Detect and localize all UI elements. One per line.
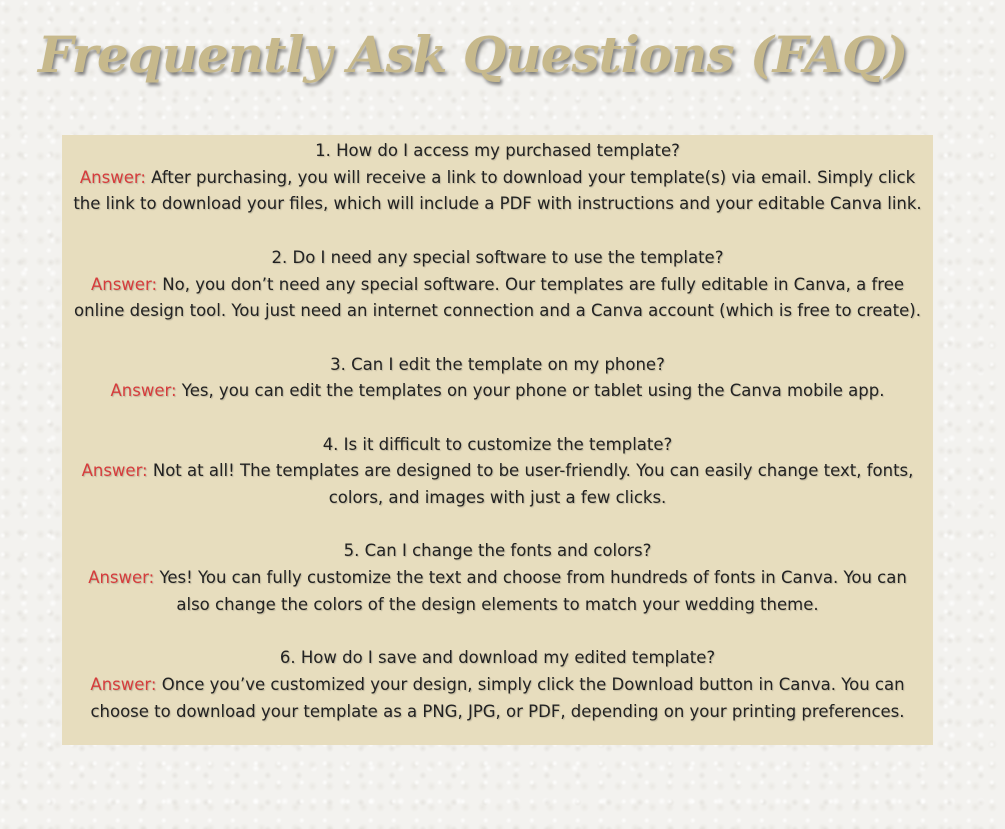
faq-answer-label: Answer: (81, 461, 148, 481)
faq-item-4 (70, 432, 925, 512)
faq-answer: No, you don’t need any special software. Our templates are fully editable in Canva, a free online design tool. You just need an internet connection and a Canva account (which is free to create). (74, 274, 921, 321)
faq-answer: Not at all! The templates are designed to be user-friendly. You can easily change text, fonts, colors, and images with just a few clicks. (147, 461, 914, 508)
faq-question: 5. Can I change the fonts and colors? (343, 541, 652, 561)
faq-item-6 (70, 645, 925, 725)
page-title: Frequently Ask Questions (FAQ) (38, 25, 908, 84)
faq-answer: Yes, you can edit the templates on your phone or tablet using the Canva mobile app. (176, 381, 885, 401)
faq-item-5 (70, 538, 925, 618)
faq-panel (62, 135, 933, 745)
faq-question: 3. Can I edit the template on my phone? (330, 354, 665, 374)
faq-answer: Once you’ve customized your design, simply click the Download button in Canva. You can choose to download your template as a PNG, JPG, or PDF, depending on your printing preferences. (90, 674, 905, 721)
faq-answer-label: Answer: (110, 381, 177, 401)
faq-answer: After purchasing, you will receive a link to download your template(s) via email. Simply click the link to download your files, which will include a PDF with instructions and your editable Canva link. (73, 167, 922, 214)
faq-question: 6. How do I save and download my edited template? (279, 648, 716, 668)
faq-answer-label: Answer: (79, 167, 146, 187)
faq-answer-label: Answer: (90, 674, 157, 694)
faq-answer: Yes! You can fully customize the text and choose from hundreds of fonts in Canva. You can also change the colors of the design elements to match your wedding theme. (154, 568, 907, 614)
faq-item-2 (70, 245, 925, 325)
faq-answer-label: Answer: (90, 274, 158, 294)
faq-item-3 (70, 352, 925, 405)
faq-question: 1. How do I access my purchased template? (315, 141, 680, 160)
faq-item-1 (70, 138, 925, 218)
faq-question: 4. Is it difficult to customize the template? (322, 434, 673, 454)
faq-question: 2. Do I need any special software to use the template? (271, 247, 724, 267)
faq-answer-label: Answer: (88, 568, 155, 588)
